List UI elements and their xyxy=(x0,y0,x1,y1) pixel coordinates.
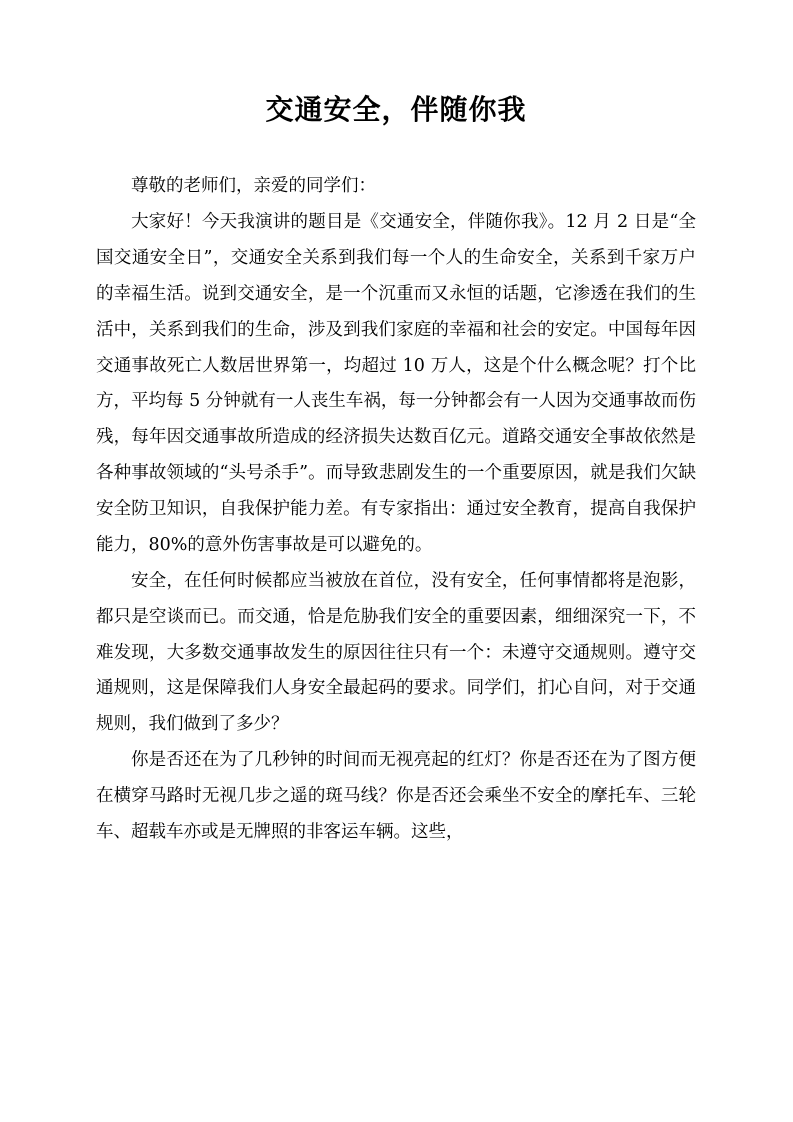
page-title: 交通安全，伴随你我 xyxy=(265,93,527,126)
document-body xyxy=(96,78,696,851)
paragraph-3: 你是否还在为了几秒钟的时间而无视亮起的红灯？你是否还在为了图方便在横穿马路时无视几步之遥的斑马线？你是否还会乘坐不安全的摩托车、三轮车、超载车亦或是无牌照的非客运车辆。这些， xyxy=(96,750,696,842)
paragraph-salutation: 尊敬的老师们，亲爱的同学们： xyxy=(131,176,376,197)
paragraph-1: 大家好！今天我演讲的题目是《交通安全，伴随你我》。12 月 2 日是“全国交通安全日”，交通安全关系到我们每一个人的生命安全，关系到千家万户的幸福生活。说到交通安全，是一个沉重而又永恒的话题，它渗透在我们的生活中，关系到我们的生命，涉及到我们家庭的幸福和社会的安定。中国每年因交通事故死亡人数居世界第一，均超过 10 万人，这是个什么概念呢？打个比方，平均每 5 分钟就有一人丧生车祸，每一分钟都会有一人因为交通事故而伤残，每年因交通事故所造成的经济损失达数百亿元。道路交通安全事故依然是各种事故领域的“头号杀手”。而导致悲剧发生的一个重要原因，就是我们欠缺安全防卫知识，自我保护能力差。有专家指出：通过安全教育，提高自我保护能力，80%的意外伤害事故是可以避免的。 xyxy=(96,212,696,555)
paragraph-2: 安全，在任何时候都应当被放在首位，没有安全，任何事情都将是泡影，都只是空谈而已。而交通，恰是危胁我们安全的重要因素，细细深究一下，不难发现，大多数交通事故发生的原因往往只有一个：未遵守交通规则。遵守交通规则，这是保障我们人身安全最起码的要求。同学们，扪心自问，对于交通规则，我们做到了多少？ xyxy=(96,570,696,735)
